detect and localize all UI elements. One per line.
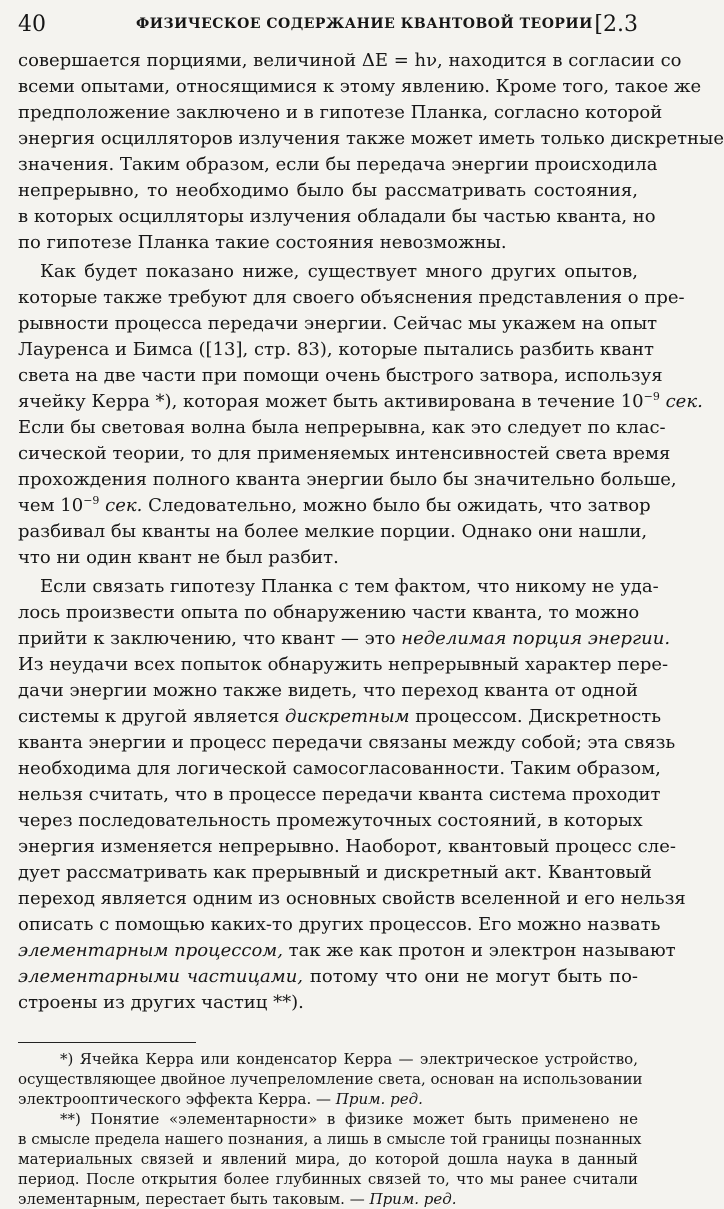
text-line: всеми опытами, относящимися к этому явлению. Кроме того, такое же [18,76,702,97]
text-line: совершается порциями, величиной ΔE = hν, находится в согласии со [18,50,682,71]
text-line [18,964,638,990]
text-span: чем 10 [18,495,84,516]
footnote-line [18,1189,638,1209]
text-span: потому что они не могут быть по- [303,966,638,987]
text-line: света на две части при помощи очень быстрого затвора, используя [18,365,663,386]
text-line: что ни один квант не был разбит. [18,547,339,568]
text-line: дует рассматривать как прерывный и дискретный акт. Квантовый [18,862,652,883]
emphasis: неделимая порция энергии. [401,628,671,649]
text-line: переход является одним из основных свойств вселенной и его нельзя [18,888,686,909]
footnote-line: материальных связей и явлений мира, до которой дошла наука в данный [18,1150,638,1168]
text-line: разбивал бы кванты на более мелкие порции. Однако они нашли, [18,521,648,542]
emphasis: элементарными частицами, [18,966,304,987]
text-line: непрерывно, то необходимо было бы рассматривать состояния, [18,180,638,201]
paragraph-3 [18,574,686,1016]
book-page [18,8,724,1209]
text-line: по гипотезе Планка такие состояния невозможны. [18,232,507,253]
footnote-line: *) Ячейка Керра или конденсатор Керра — электрическое устройство, [60,1050,638,1068]
unit-italic: сек. [105,495,143,516]
page-number: 40 [18,12,46,37]
text-span: ячейку Керра *), которая может быть активирована в течение 10 [18,391,644,412]
section-number: [2.3 [594,12,638,37]
footnote-line: в смысле предела нашего познания, а лишь в смысле той границы познанных [18,1130,642,1148]
text-line [18,626,671,652]
main-text [18,48,724,1016]
paragraph-1 [18,48,724,256]
text-line: которые также требуют для своего объяснения представления о пре- [18,287,685,308]
text-line: предположение заключено и в гипотезе Планка, согласно которой [18,102,663,123]
text-line: лось произвести опыта по обнаружению части кванта, то можно [18,602,640,623]
text-line: дачи энергии можно также видеть, что переход кванта от одной [18,680,638,701]
text-line: нельзя считать, что в процессе передачи кванта система проходит [18,784,661,805]
text-line: сической теории, то для применяемых интенсивностей света время [18,443,671,464]
text-line: Если связать гипотезу Планка с тем фактом, что никому не уда- [40,576,659,597]
footnote-line: **) Понятие «элементарности» в физике может быть применено не [60,1110,638,1128]
text-line [18,493,651,519]
text-line: Как будет показано ниже, существует много других опытов, [40,261,638,282]
text-span: прийти к заключению, что квант — это [18,628,402,649]
text-line: Лауренса и Бимса ([13], стр. 83), которые пытались разбить квант [18,339,654,360]
editor-note: Прим. ред. [369,1190,457,1208]
text-line: описать с помощью каких-то других процессов. Его можно назвать [18,914,661,935]
text-line: энергия изменяется непрерывно. Наоборот, квантовый процесс сле- [18,836,676,857]
text-line: Из неудачи всех попыток обнаружить непрерывный характер пере- [18,654,669,675]
text-line [18,704,662,730]
text-line: Если бы световая волна была непрерывна, как это следует по клас- [18,417,666,438]
exponent: −9 [643,390,660,403]
editor-note: Прим. ред. [335,1090,423,1108]
emphasis: дискретным [285,706,410,727]
text-span: Следовательно, можно было бы ожидать, что затвор [142,495,651,516]
text-line [18,389,703,415]
text-line [18,938,676,964]
text-span: элементарным, перестает быть таковым. — [18,1190,370,1208]
text-span: процессом. Дискретность [409,706,662,727]
text-span: так же как протон и электрон называют [282,940,676,961]
text-line: энергия осцилляторов излучения также может иметь только дискретные [18,128,724,149]
page-header [18,8,638,40]
text-line: значения. Таким образом, если бы передача энергии происходила [18,154,658,175]
text-line: строены из других частиц **). [18,992,304,1013]
exponent: −9 [83,494,100,507]
running-title: ФИЗИЧЕСКОЕ СОДЕРЖАНИЕ КВАНТОВОЙ ТЕОРИИ [136,16,593,32]
unit-italic: сек. [665,391,703,412]
footnote-line: период. После открытия более глубинных связей то, что мы ранее считали [18,1170,638,1188]
text-line: через последовательность промежуточных состояний, в которых [18,810,643,831]
text-line: в которых осцилляторы излучения обладали бы частью кванта, но [18,206,656,227]
text-line: необходима для логической самосогласованности. Таким образом, [18,758,661,779]
text-line: рывности процесса передачи энергии. Сейчас мы укажем на опыт [18,313,658,334]
footnote-rule [18,1042,196,1043]
emphasis: элементарным процессом, [18,940,283,961]
paragraph-2 [18,259,703,571]
footnotes [18,1049,643,1209]
text-span: системы к другой является [18,706,286,727]
text-line: кванта энергии и процесс передачи связаны между собой; эта связь [18,732,676,753]
text-line: прохождения полного кванта энергии было бы значительно больше, [18,469,677,490]
footnote-line [18,1089,638,1109]
footnote-line: осуществляющее двойное лучепреломление света, основан на использовании [18,1070,643,1088]
text-span: электрооптического эффекта Керра. — [18,1090,336,1108]
